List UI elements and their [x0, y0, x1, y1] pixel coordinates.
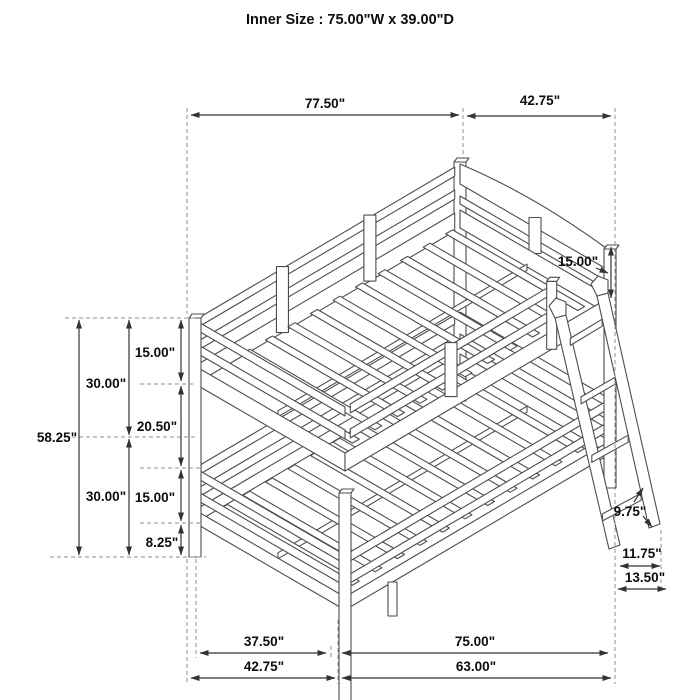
diagram-title: Inner Size : 75.00"W x 39.00"D — [246, 12, 454, 28]
dim-top-rail-label: 15.00" — [134, 345, 176, 360]
bed-line-drawing — [189, 158, 660, 700]
dim-bottom-rail-label: 15.00" — [134, 490, 176, 505]
dim-upper-half-label: 30.00" — [85, 376, 127, 391]
dim-top-width-label: 77.50" — [304, 96, 346, 111]
dim-footboard-height-label: 15.00" — [557, 254, 599, 269]
dim-ladder-foot-outer-label: 13.50" — [624, 570, 666, 585]
dim-bottom-length-outer-label: 63.00" — [455, 659, 497, 674]
dim-bunk-gap-label: 20.50" — [136, 419, 178, 434]
dim-lower-half-label: 30.00" — [85, 489, 127, 504]
dim-under-clearance-label: 8.25" — [145, 535, 179, 550]
dim-total-height-label: 58.25" — [36, 430, 78, 445]
dim-bottom-length-inner-label: 75.00" — [454, 634, 496, 649]
dim-top-depth-label: 42.75" — [519, 93, 561, 108]
dim-bottom-width-outer-label: 42.75" — [243, 659, 285, 674]
dim-ladder-foot-inner-label: 11.75" — [622, 546, 662, 561]
dim-ladder-step-label: 9.75" — [613, 504, 647, 519]
dim-bottom-width-inner-label: 37.50" — [243, 634, 285, 649]
